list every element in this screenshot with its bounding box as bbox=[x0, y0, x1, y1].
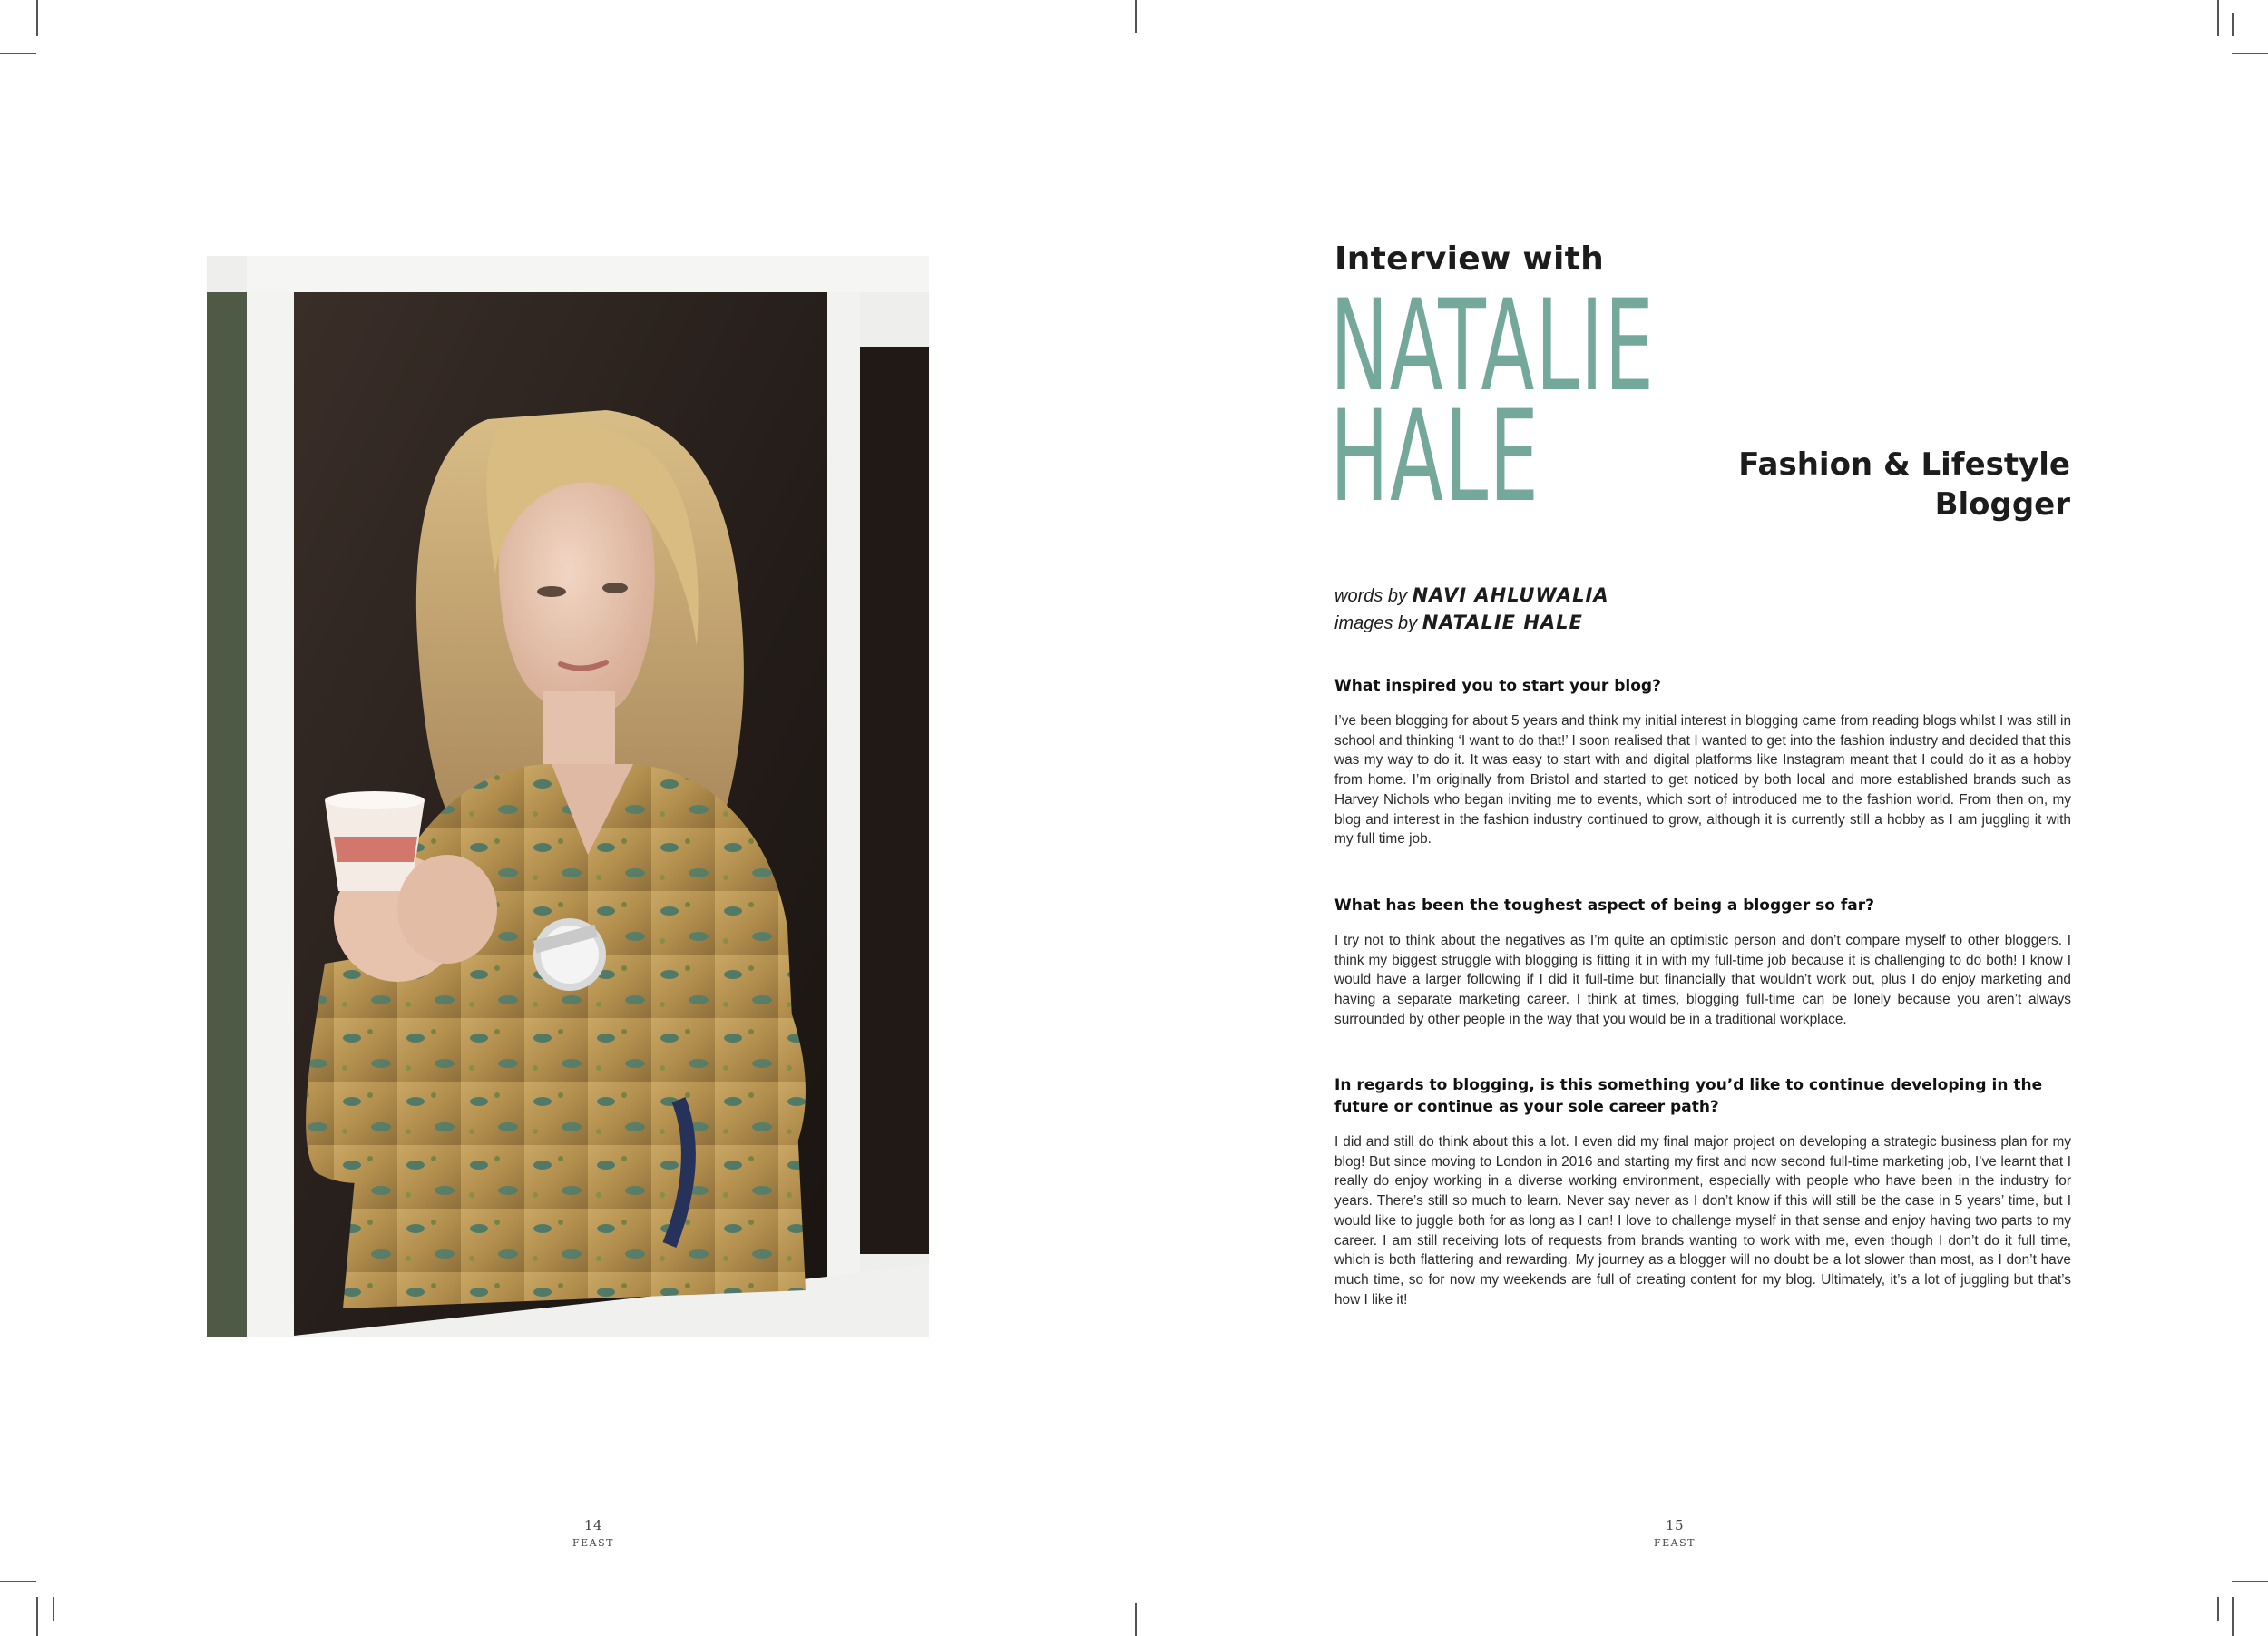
portrait-photo bbox=[207, 256, 929, 1337]
crop-mark bbox=[2232, 1597, 2234, 1636]
role-line-2: Blogger bbox=[1934, 486, 2070, 523]
folio-left bbox=[539, 1517, 648, 1549]
page-number: 14 bbox=[583, 1517, 603, 1533]
question: What inspired you to start your blog? bbox=[1334, 677, 1661, 695]
qa-block bbox=[1334, 895, 2071, 1030]
images-credit bbox=[1334, 610, 1609, 637]
question: What has been the toughest aspect of being a blogger so far? bbox=[1334, 896, 1874, 915]
role-line-1: Fashion & Lifestyle bbox=[1738, 446, 2070, 483]
crop-mark bbox=[0, 53, 36, 54]
crop-mark bbox=[2232, 1581, 2268, 1582]
answer: I’ve been blogging for about 5 years and think my initial interest in blogging came from reading blogs whilst I was still in school and thinking ‘I want to do that!’ I soon realised that I wanted to get into the fashion industry and decided that this was my way to do it. It was easy to start with and digital platforms like Instagram meant that I could do it as a hobby from home. I’m originally from Bristol and started to get noticed by both local and more established brands such as Harvey Nichols who began inviting me to events, which sort of introduced me to the fashion world. From then on, my blog and interest in the fashion industry continued to grow, although it is currently still a hobby as I am juggling it with my full time job. bbox=[1334, 713, 2071, 847]
interview-kicker: Interview with bbox=[1334, 240, 1605, 278]
words-author: NAVI AHLUWALIA bbox=[1412, 584, 1609, 606]
page-number: 15 bbox=[1665, 1517, 1685, 1533]
interviewee-name bbox=[1330, 272, 1656, 530]
crop-mark bbox=[36, 1597, 38, 1636]
qa-block bbox=[1334, 1074, 2071, 1309]
question: In regards to blogging, is this something you’d like to continue developing in the future or continue as your sole career path? bbox=[1334, 1076, 2043, 1116]
crop-mark bbox=[1135, 0, 1137, 33]
crop-mark bbox=[0, 1581, 36, 1582]
crop-mark bbox=[36, 0, 38, 36]
answer: I did and still do think about this a lot. I even did my final major project on developing a strategic business plan for my blog! But since moving to London in 2016 and starting my first and now second full-time marketing job, I’ve learnt that I really do enjoy working in a diverse working environment, especially with people who have been in the industry for years. There’s still so much to learn. Never say never as I don’t know if this will still be the case in 5 years’ time, but I would like to juggle both for as long as I can! I love to challenge myself in that sense and enjoy having two parts to my career. I am still receiving lots of requests from brands wanting to work with me, even though I don’t do it full time, which is both flattering and rewarding. My journey as a blogger will no doubt be a lot slower than most, as I don’t have much time, so for now my weekends are full of creating content for my blog. Ultimately, it’s a lot of juggling but that’s how I like it! bbox=[1334, 1134, 2071, 1308]
qa-block bbox=[1334, 675, 2071, 849]
crop-mark bbox=[2232, 13, 2234, 36]
images-lead: images by bbox=[1334, 613, 1418, 633]
crop-mark bbox=[2232, 53, 2268, 54]
name-line-1: NATALIE bbox=[1330, 272, 1656, 419]
name-line-2: HALE bbox=[1330, 383, 1540, 530]
answer: I try not to think about the negatives as I’m quite an optimistic person and don’t compare myself to other bloggers. I think my biggest struggle with blogging is fitting it in with my full-time job because it is challenging to do both! I know I would have a larger following if I did it full-time but financially that wouldn’t work out, plus I do enjoy marketing and having a separate marketing career. I think at times, blogging full-time can be lonely because you aren’t always surrounded by other people in the way that you would be in a traditional workplace. bbox=[1334, 933, 2071, 1027]
byline bbox=[1334, 583, 1609, 637]
words-credit bbox=[1334, 583, 1609, 610]
crop-mark bbox=[53, 1597, 54, 1621]
crop-mark bbox=[2217, 0, 2219, 36]
folio-right bbox=[1620, 1517, 1729, 1549]
images-author: NATALIE HALE bbox=[1422, 612, 1583, 633]
crop-mark bbox=[1135, 1603, 1137, 1636]
magazine-name: FEAST bbox=[1654, 1537, 1696, 1549]
magazine-name: FEAST bbox=[572, 1537, 614, 1549]
interviewee-role bbox=[1738, 445, 2070, 524]
crop-mark bbox=[2217, 1597, 2219, 1621]
words-lead: words by bbox=[1334, 586, 1408, 606]
